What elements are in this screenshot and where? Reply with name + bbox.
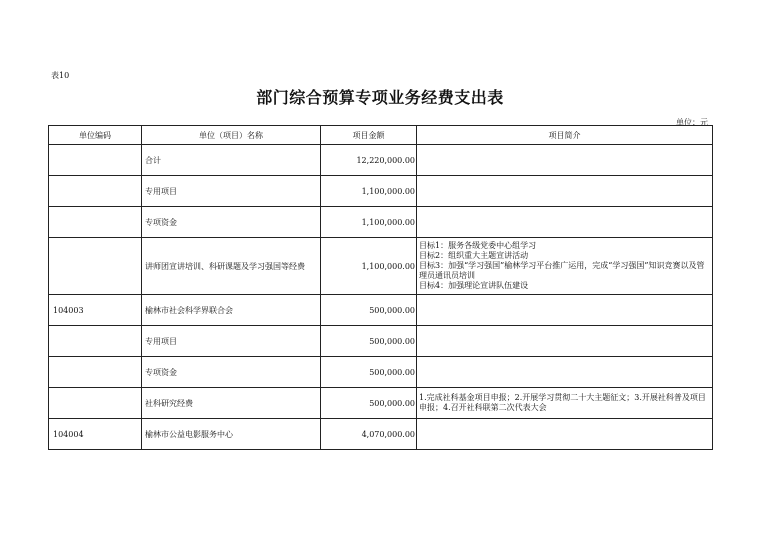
- cell-desc: [417, 419, 713, 450]
- cell-name: 榆林市社会科学界联合会: [142, 295, 321, 326]
- cell-amount: 4,070,000.00: [321, 419, 417, 450]
- cell-amount: 12,220,000.00: [321, 145, 417, 176]
- cell-amount: 500,000.00: [321, 326, 417, 357]
- table-row: [49, 295, 713, 326]
- table-row: [49, 176, 713, 207]
- header-code: 单位编码: [49, 126, 142, 145]
- cell-amount: 500,000.00: [321, 357, 417, 388]
- desc-line: 目标2：组织重大主题宣讲活动: [419, 251, 529, 260]
- table-row: [49, 419, 713, 450]
- cell-amount: 1,100,000.00: [321, 238, 417, 295]
- cell-desc: [417, 388, 713, 419]
- cell-amount: 500,000.00: [321, 295, 417, 326]
- header-name: 单位（项目）名称: [142, 126, 321, 145]
- cell-amount: 1,100,000.00: [321, 176, 417, 207]
- cell-desc: [417, 238, 713, 295]
- cell-code: [49, 207, 142, 238]
- table-row: [49, 207, 713, 238]
- table-row: [49, 388, 713, 419]
- page-title: 部门综合预算专项业务经费支出表: [256, 88, 504, 107]
- cell-desc: [417, 145, 713, 176]
- cell-desc: [417, 176, 713, 207]
- cell-name: 专用项目: [142, 176, 321, 207]
- cell-desc: [417, 295, 713, 326]
- unit-label: 单位：元: [676, 118, 708, 127]
- cell-desc: [417, 207, 713, 238]
- table-number: 表10: [51, 71, 70, 80]
- table-row: [49, 357, 713, 388]
- budget-table: [48, 125, 713, 450]
- cell-name: 榆林市公益电影服务中心: [142, 419, 321, 450]
- desc-line: 1.完成社科基金项目申报；2.开展学习贯彻二十大主题征文；3.开展社科普及项目申报；4.召开社科联第二次代表大会: [419, 393, 706, 412]
- desc-line: 目标1：服务各级党委中心组学习: [419, 241, 537, 250]
- cell-code: [49, 357, 142, 388]
- cell-name: 专项资金: [142, 207, 321, 238]
- cell-code: [49, 145, 142, 176]
- cell-name: 社科研究经费: [142, 388, 321, 419]
- table-row: [49, 145, 713, 176]
- cell-code: 104004: [49, 419, 142, 450]
- cell-name: 专项资金: [142, 357, 321, 388]
- desc-line: 目标3：加强“学习强国”榆林学习平台推广运用，完成“学习强国”知识竞赛以及管理员通讯员培训: [419, 261, 705, 280]
- cell-amount: 1,100,000.00: [321, 207, 417, 238]
- cell-name: 讲师团宣讲培训、科研课题及学习强国等经费: [142, 238, 321, 295]
- cell-name: 专用项目: [142, 326, 321, 357]
- table-row: [49, 326, 713, 357]
- cell-desc: [417, 357, 713, 388]
- cell-code: [49, 388, 142, 419]
- cell-code: [49, 238, 142, 295]
- cell-desc: [417, 326, 713, 357]
- cell-code: [49, 176, 142, 207]
- header-amount: 项目金额: [321, 126, 417, 145]
- table-row: [49, 238, 713, 295]
- table-header-row: [49, 126, 713, 145]
- desc-line: 目标4：加强理论宣讲队伍建设: [419, 281, 529, 290]
- header-desc: 项目简介: [417, 126, 713, 145]
- cell-amount: 500,000.00: [321, 388, 417, 419]
- cell-name: 合计: [142, 145, 321, 176]
- cell-code: [49, 326, 142, 357]
- cell-code: 104003: [49, 295, 142, 326]
